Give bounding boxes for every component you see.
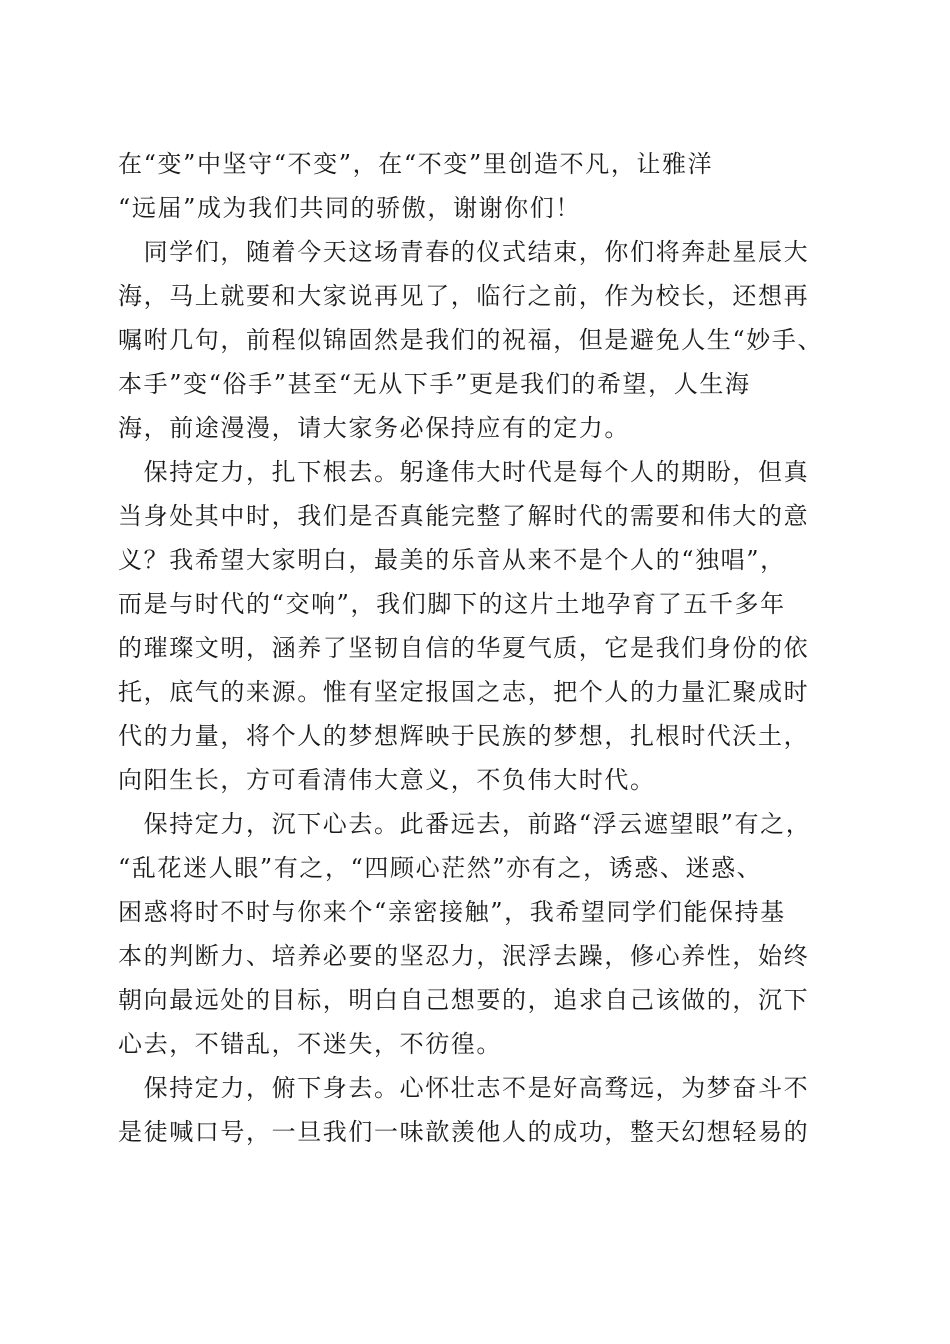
text-line: “远届”成为我们共同的骄傲，谢谢你们！ [118,194,581,222]
text-line: 的璀璨文明，涵养了坚韧自信的华夏气质，它是我们身份的依 [118,634,810,662]
text-line: 向阳生长，方可看清伟大意义，不负伟大时代。 [118,766,656,794]
text-line: 本的判断力、培养必要的坚忍力，泯浮去躁，修心养性，始终 [118,942,810,970]
text-line: 朝向最远处的目标，明白自己想要的，追求自己该做的，沉下 [118,986,810,1014]
text-line: 困惑将时不时与你来个“亲密接触”，我希望同学们能保持基 [118,898,786,926]
text-line: 代的力量，将个人的梦想辉映于民族的梦想，扎根时代沃土， [118,722,810,750]
text-line: 是徒喊口号，一旦我们一味歆羡他人的成功，整天幻想轻易的 [118,1118,810,1146]
text-line: 保持定力，沉下心去。此番远去，前路“浮云遮望眼”有之， [118,810,812,838]
text-line: 嘱咐几句，前程似锦固然是我们的祝福，但是避免人生“妙手、 [118,326,824,354]
text-line: 当身处其中时，我们是否真能完整了解时代的需要和伟大的意 [118,502,810,530]
text-line: 本手”变“俗手”甚至“无从下手”更是我们的希望，人生海 [118,370,751,398]
text-line: “乱花迷人眼”有之，“四顾心茫然”亦有之，诱惑、迷惑、 [118,854,763,882]
text-line: 保持定力，扎下根去。躬逢伟大时代是每个人的期盼，但真 [118,458,810,486]
text-line: 而是与时代的“交响”，我们脚下的这片土地孕育了五千多年 [118,590,786,618]
text-line: 在“变”中坚守“不变”，在“不变”里创造不凡，让雅洋 [118,150,714,178]
text-line: 托，底气的来源。惟有坚定报国之志，把个人的力量汇聚成时 [118,678,810,706]
text-line: 义？我希望大家明白，最美的乐音从来不是个人的“独唱”， [118,546,786,574]
text-line: 同学们，随着今天这场青春的仪式结束，你们将奔赴星辰大 [118,238,810,266]
text-line: 心去，不错乱，不迷失，不彷徨。 [118,1030,502,1058]
text-line: 保持定力，俯下身去。心怀壮志不是好高骛远，为梦奋斗不 [118,1074,810,1102]
document-body [118,142,838,1154]
text-line: 海，前途漫漫，请大家务必保持应有的定力。 [118,414,630,442]
text-line: 海，马上就要和大家说再见了，临行之前，作为校长，还想再 [118,282,810,310]
